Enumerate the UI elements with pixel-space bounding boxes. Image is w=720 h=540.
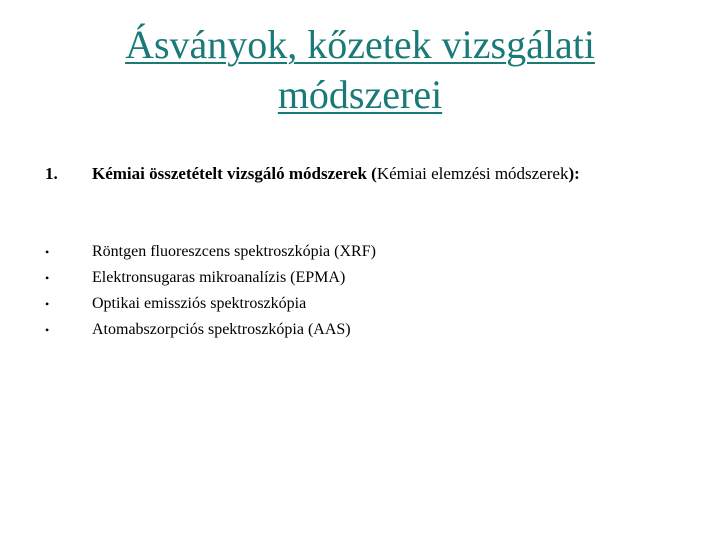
list-item-text: Optikai emissziós spektroszkópia: [92, 295, 307, 312]
slide-title: [60, 20, 660, 120]
heading-bold-part: Kémiai összetételt vizsgáló módszerek (: [92, 164, 377, 183]
list-item-text: Röntgen fluoreszcens spektroszkópia (XRF): [92, 243, 376, 260]
section-heading-text: [92, 164, 580, 184]
bullet-icon: •: [45, 271, 50, 285]
list-item-text: Elektronsugaras mikroanalízis (EPMA): [92, 269, 346, 286]
bullet-icon: •: [45, 245, 50, 259]
bullet-icon: •: [45, 297, 50, 311]
title-line-1: Ásványok, kőzetek vizsgálati: [125, 22, 595, 67]
title-line-2: módszerei: [277, 72, 443, 117]
list-item: [45, 317, 376, 343]
section-number: 1.: [45, 164, 58, 183]
list-item: [45, 265, 376, 291]
method-list: [45, 239, 376, 343]
list-item: [45, 239, 376, 265]
heading-tail: ):: [568, 164, 580, 183]
heading-normal-part: Kémiai elemzési módszerek: [376, 164, 569, 183]
list-item: [45, 291, 376, 317]
bullet-icon: •: [45, 323, 50, 337]
list-item-text: Atomabszorpciós spektroszkópia (AAS): [92, 321, 351, 338]
